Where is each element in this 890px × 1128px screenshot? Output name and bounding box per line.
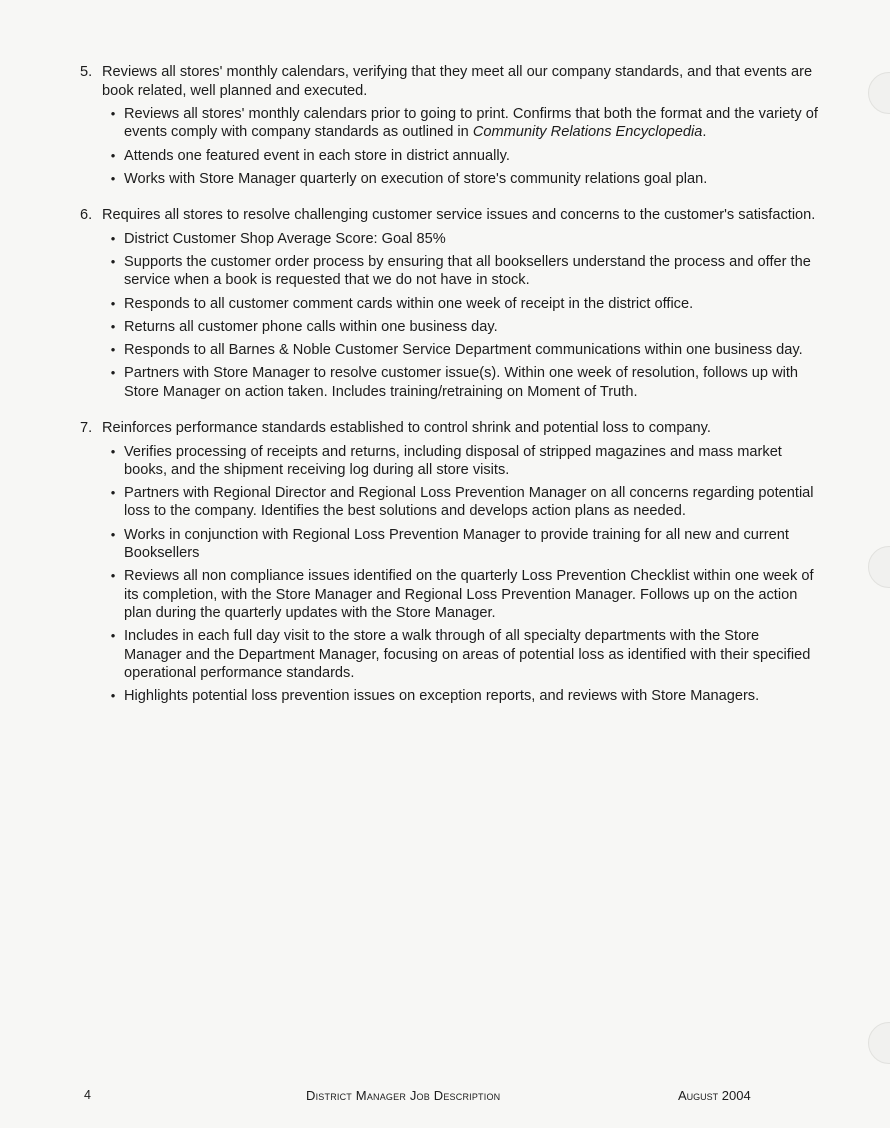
- bullet-text-part: Partners with Regional Director and Regional Loss Prevention Manager on all concerns regarding potential loss to the company. Identifies the best solutions and develops action plans as needed.: [124, 485, 814, 520]
- bullet-text-part: Includes in each full day visit to the store a walk through of all specialty departments with the Store Manager and the Department Manager, focusing on areas of potential loss as identified with their specified operational performance standards.: [124, 628, 811, 681]
- bullet-icon: •: [110, 628, 116, 644]
- punch-hole: [868, 546, 890, 588]
- bullet-text: [124, 443, 820, 480]
- bullet-item: [102, 341, 820, 359]
- bullet-item: [102, 567, 820, 622]
- bullet-text: [124, 341, 820, 359]
- document-date: August 2004: [678, 1088, 751, 1103]
- numbered-section: [80, 419, 820, 705]
- bullet-icon: •: [110, 485, 116, 501]
- bullet-item: [102, 627, 820, 682]
- section-heading: [80, 63, 820, 100]
- bullet-icon: •: [110, 295, 116, 311]
- section-number: 6.: [80, 207, 93, 224]
- bullet-text-part: Returns all customer phone calls within one business day.: [124, 318, 498, 335]
- bullet-text: [124, 105, 820, 142]
- bullet-icon: •: [110, 147, 116, 163]
- bullet-icon: •: [110, 253, 116, 269]
- bullet-icon: •: [110, 365, 116, 381]
- bullet-item: [102, 230, 820, 248]
- bullet-text: [124, 147, 820, 165]
- bullet-text-part: Highlights potential loss prevention issues on exception reports, and reviews with Store Managers.: [124, 688, 760, 705]
- bullet-item: [102, 147, 820, 165]
- bullet-text-part: District Customer Shop Average Score: Goal 85%: [124, 230, 446, 247]
- publication-title: Community Relations Encyclopedia: [472, 124, 703, 141]
- bullet-icon: •: [110, 230, 116, 246]
- bullet-icon: •: [110, 106, 116, 121]
- section-heading: [80, 206, 820, 225]
- punch-hole: [868, 1022, 890, 1064]
- bullet-text: [124, 364, 820, 401]
- bullet-text-part: Works in conjunction with Regional Loss Prevention Manager to provide training for all new and current Booksellers: [124, 526, 789, 562]
- numbered-section: [80, 206, 820, 401]
- bullet-text-part: Partners with Store Manager to resolve customer issue(s). Within one week of resolution, follows up with Store Manager on action taken. Includes training/retraining on Moment of Truth.: [124, 365, 799, 400]
- bullet-icon: •: [110, 342, 116, 358]
- bullet-item: [102, 443, 820, 480]
- page-number: 4: [84, 1088, 91, 1102]
- section-number: 7.: [80, 420, 93, 437]
- bullet-text-part: .: [702, 124, 707, 141]
- bullet-text: [124, 318, 820, 336]
- bullet-item: [102, 105, 820, 142]
- bullet-item: [102, 170, 820, 188]
- bullet-text-part: Responds to all customer comment cards within one week of receipt in the district office.: [124, 295, 694, 312]
- bullet-item: [102, 687, 820, 705]
- bullet-text-part: Supports the customer order process by ensuring that all booksellers understand the process and offer the service when a book is requested that we do not have in stock.: [124, 253, 811, 289]
- bullet-text: [124, 253, 820, 290]
- section-number: 5.: [80, 64, 93, 80]
- bullet-text: [124, 526, 820, 563]
- bullet-text: [124, 230, 820, 248]
- bullet-item: [102, 318, 820, 336]
- bullet-text-part: Responds to all Barnes & Noble Customer Service Department communications within one business day.: [124, 342, 803, 359]
- bullet-list: [80, 105, 820, 188]
- document-title: District Manager Job Description: [306, 1088, 501, 1103]
- bullet-text-part: Reviews all stores' monthly calendars prior to going to print. Confirms that both the format and the variety of events comply with company standards as outlined in: [124, 106, 818, 141]
- bullet-list: [80, 230, 820, 401]
- bullet-icon: •: [110, 170, 116, 186]
- bullet-list: [80, 443, 820, 706]
- bullet-text-part: Attends one featured event in each store in district annually.: [124, 147, 510, 164]
- punch-hole: [868, 72, 890, 114]
- bullet-item: [102, 364, 820, 401]
- bullet-icon: •: [110, 526, 116, 542]
- bullet-icon: •: [110, 688, 116, 704]
- job-description-body: [80, 63, 820, 723]
- bullet-text: [124, 687, 820, 705]
- section-text: Requires all stores to resolve challenging customer service issues and concerns to the customer's satisfaction.: [102, 207, 816, 224]
- section-heading: [80, 419, 820, 438]
- bullet-text-part: Works with Store Manager quarterly on execution of store's community relations goal plan.: [124, 170, 708, 187]
- section-text: Reinforces performance standards established to control shrink and potential loss to company.: [102, 420, 711, 437]
- numbered-section: [80, 63, 820, 188]
- bullet-item: [102, 253, 820, 290]
- bullet-text: [124, 567, 820, 622]
- bullet-icon: •: [110, 318, 116, 334]
- bullet-text-part: Reviews all non compliance issues identified on the quarterly Loss Prevention Checklist within one week of its completion, with the Store Manager and Regional Loss Prevention Manager. Follows up on the action plan during the quarterly updates with the Store Manager.: [124, 568, 814, 621]
- bullet-item: [102, 295, 820, 313]
- bullet-icon: •: [110, 443, 116, 459]
- bullet-item: [102, 526, 820, 563]
- bullet-text: [124, 484, 820, 521]
- section-text: Reviews all stores' monthly calendars, verifying that they meet all our company standards, and that events are book related, well planned and executed.: [102, 64, 813, 99]
- bullet-text-part: Verifies processing of receipts and returns, including disposal of stripped magazines and mass market books, and the shipment receiving log during all store visits.: [124, 443, 782, 478]
- bullet-icon: •: [110, 568, 116, 584]
- bullet-text: [124, 627, 820, 682]
- bullet-text: [124, 295, 820, 313]
- bullet-text: [124, 170, 820, 188]
- bullet-item: [102, 484, 820, 521]
